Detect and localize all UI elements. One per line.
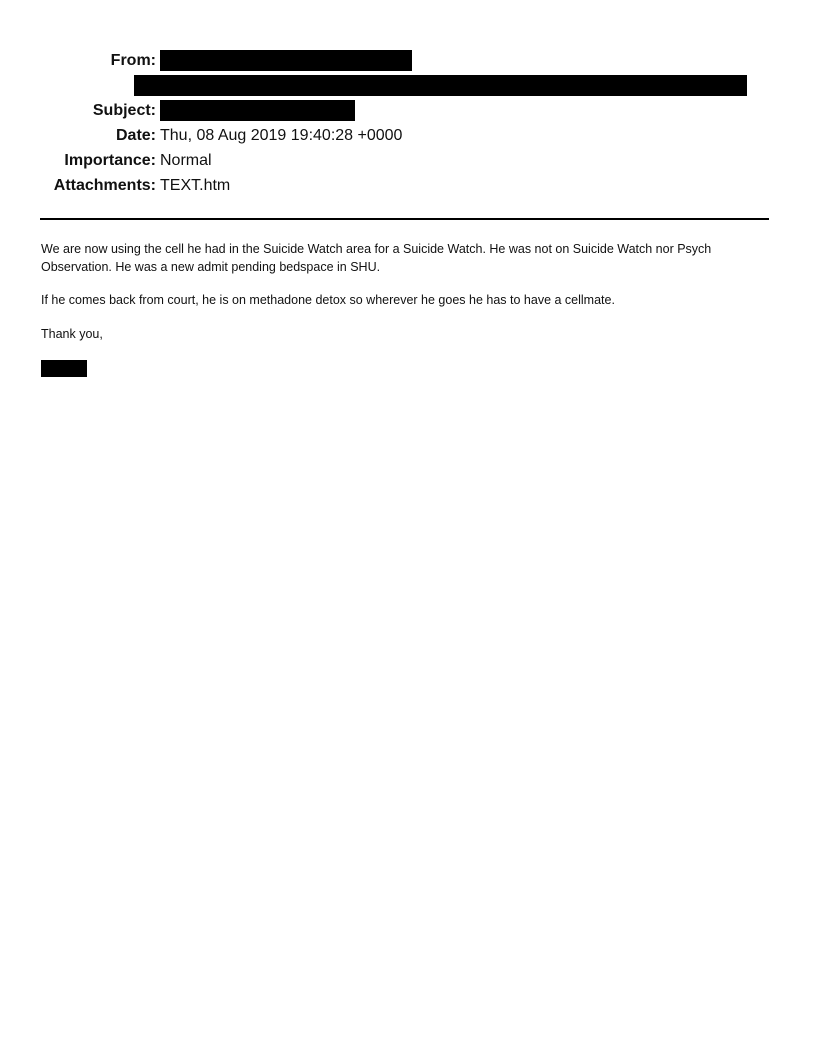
to-row [0, 73, 816, 98]
subject-row [0, 98, 816, 123]
header-divider [40, 218, 769, 220]
redacted-signature [41, 360, 87, 377]
email-body [41, 241, 771, 359]
email-header [0, 48, 816, 198]
subject-label: Subject: [92, 102, 156, 119]
date-value: Thu, 08 Aug 2019 19:40:28 +0000 [160, 127, 403, 144]
date-label: Date: [115, 127, 156, 144]
importance-row [0, 148, 816, 173]
body-paragraph-2: If he comes back from court, he is on methadone detox so wherever he goes he has to have a cellmate. [41, 293, 615, 307]
attachments-row [0, 173, 816, 198]
importance-label: Importance: [64, 152, 156, 169]
from-row [0, 48, 816, 73]
attachments-label: Attachments: [53, 177, 156, 194]
date-row [0, 123, 816, 148]
importance-value: Normal [160, 152, 212, 169]
body-paragraph-1: We are now using the cell he had in the Suicide Watch area for a Suicide Watch. He was not on Suicide Watch nor Psych Observation. He was a new admit pending bedspace in SHU. [41, 242, 712, 274]
closing-line: Thank you, [41, 326, 103, 341]
attachments-value: TEXT.htm [160, 177, 231, 194]
redacted-recipient-line [134, 75, 747, 96]
redacted-from-value [160, 50, 412, 71]
from-label: From: [110, 52, 156, 69]
redacted-subject-value [160, 100, 355, 121]
